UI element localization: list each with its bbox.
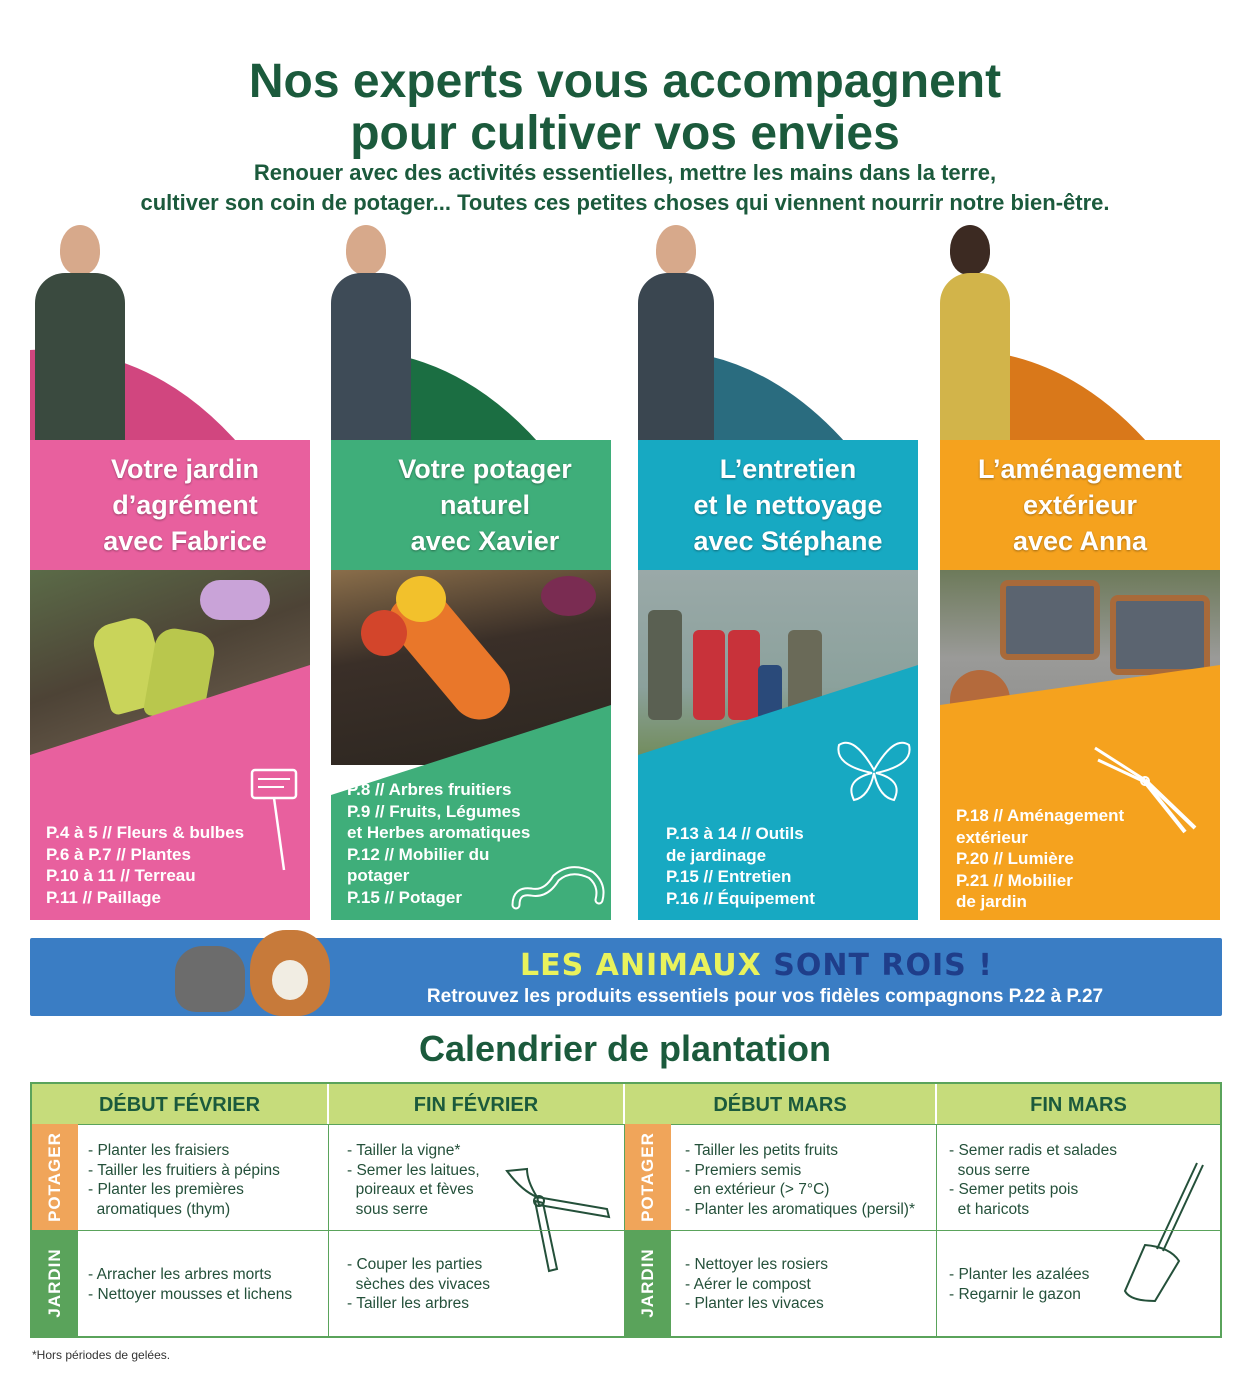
title-line: avec Fabrice bbox=[103, 526, 267, 556]
category-link[interactable]: potager bbox=[347, 866, 410, 885]
category-link[interactable]: P.16 // Équipement bbox=[666, 888, 815, 908]
butterfly-icon bbox=[834, 735, 914, 805]
row-label-potager: POTAGER bbox=[625, 1124, 671, 1230]
task-item: - Planter les fraisiers bbox=[88, 1142, 230, 1159]
expert-title bbox=[331, 451, 611, 559]
category-link[interactable]: P.8 // Arbres fruitiers bbox=[347, 780, 512, 799]
title-line: L’entretien bbox=[719, 454, 857, 484]
task-item: - Couper les parties bbox=[347, 1256, 483, 1273]
header-fin-fevrier: FIN FÉVRIER bbox=[329, 1084, 625, 1124]
task-item: poireaux et fèves bbox=[347, 1181, 474, 1198]
category-link[interactable]: P.12 // Mobilier du bbox=[347, 844, 490, 864]
category-link[interactable]: P.20 // Lumière bbox=[956, 849, 1074, 868]
cell-potager-debut-fevrier bbox=[78, 1124, 329, 1230]
task-item: - Tailler les fruitiers à pépins bbox=[88, 1161, 280, 1179]
page-title-line1: Nos experts vous accompagnent bbox=[248, 55, 1002, 108]
cell-jardin-debut-mars bbox=[671, 1230, 937, 1336]
expert-column-xavier[interactable] bbox=[331, 225, 611, 920]
task-item: - Tailler la vigne* bbox=[347, 1142, 461, 1159]
cell-jardin-debut-fevrier bbox=[78, 1230, 329, 1336]
beet-shape bbox=[541, 576, 596, 616]
title-line: avec Xavier bbox=[410, 526, 560, 556]
title-line: avec Anna bbox=[1012, 526, 1148, 556]
task-item: - Tailler les petits fruits bbox=[685, 1142, 839, 1159]
expert-title bbox=[30, 451, 310, 559]
banner-subtitle[interactable]: Retrouvez les produits essentiels pour vos fidèles compagnons P.22 à P.27 bbox=[426, 986, 1104, 1007]
tomato-shape bbox=[361, 610, 407, 656]
category-link[interactable]: P.15 // Potager bbox=[347, 887, 462, 907]
intro-line2: cultiver son coin de potager... Toutes ces petites choses qui viennent nourrir notre bien-être. bbox=[140, 190, 1110, 215]
banner-title bbox=[520, 948, 993, 983]
task-item: - Tailler les arbres bbox=[347, 1295, 470, 1312]
intro-line1: Renouer avec des activités essentielles, mettre les mains dans la terre, bbox=[253, 160, 997, 185]
category-list bbox=[46, 822, 296, 908]
row-label-potager: POTAGER bbox=[32, 1124, 78, 1230]
person-head bbox=[656, 225, 696, 275]
category-link[interactable]: P.13 à 14 // Outils bbox=[666, 824, 804, 843]
category-link[interactable]: P.6 à P.7 // Plantes bbox=[46, 844, 191, 864]
cell-jardin-fin-mars bbox=[937, 1230, 1220, 1336]
category-link[interactable]: P.10 à 11 // Terreau bbox=[46, 866, 196, 885]
pepper-shape bbox=[396, 576, 446, 622]
category-link[interactable]: P.9 // Fruits, Légumes bbox=[347, 801, 521, 821]
task-item: - Premiers semis bbox=[685, 1161, 802, 1179]
cell-potager-debut-mars bbox=[671, 1124, 937, 1230]
flowers-shape bbox=[200, 580, 270, 620]
title-line: extérieur bbox=[1022, 490, 1138, 520]
row-label-jardin: JARDIN bbox=[625, 1230, 671, 1336]
cell-potager-fin-fevrier bbox=[329, 1124, 625, 1230]
category-link[interactable]: P.4 à 5 // Fleurs & bulbes bbox=[46, 823, 245, 842]
title-line: Votre potager bbox=[398, 454, 572, 484]
category-link[interactable]: P.18 // Aménagement bbox=[956, 806, 1125, 825]
task-item: - Planter les vivaces bbox=[685, 1295, 824, 1312]
header-debut-mars: DÉBUT MARS bbox=[625, 1084, 937, 1124]
banner-title-part1: LES ANIMAUX bbox=[520, 948, 762, 983]
task-item: et haricots bbox=[949, 1200, 1030, 1218]
category-link[interactable]: P.11 // Paillage bbox=[46, 887, 161, 907]
header-fin-mars: FIN MARS bbox=[937, 1084, 1220, 1124]
title-line: et le nettoyage bbox=[693, 490, 883, 520]
task-item: - Semer radis et salades bbox=[949, 1142, 1117, 1159]
dog-image bbox=[250, 930, 330, 1016]
title-line: L’aménagement bbox=[977, 454, 1183, 484]
title-line: naturel bbox=[439, 490, 531, 520]
title-line: Votre jardin bbox=[110, 454, 260, 484]
task-item: en extérieur (> 7°C) bbox=[685, 1181, 830, 1198]
category-list bbox=[347, 779, 597, 908]
expert-column-anna[interactable] bbox=[940, 225, 1220, 920]
category-list bbox=[666, 823, 916, 909]
page-title-line2: pour cultiver vos envies bbox=[350, 107, 900, 160]
task-item: - Planter les premières bbox=[88, 1181, 244, 1198]
task-item: - Semer petits pois bbox=[949, 1181, 1079, 1198]
header-debut-fevrier: DÉBUT FÉVRIER bbox=[32, 1084, 329, 1124]
cat-image bbox=[175, 946, 245, 1012]
dog-face bbox=[272, 960, 308, 1000]
cell-jardin-fin-fevrier bbox=[329, 1230, 625, 1336]
category-link[interactable]: P.21 // Mobilier bbox=[956, 870, 1073, 890]
task-item: - Nettoyer mousses et lichens bbox=[88, 1285, 293, 1303]
expert-column-fabrice[interactable] bbox=[30, 225, 310, 920]
category-link[interactable]: extérieur bbox=[956, 827, 1028, 847]
expert-title bbox=[638, 451, 918, 559]
task-item: - Planter les aromatiques (persil)* bbox=[685, 1200, 916, 1218]
task-item: - Regarnir le gazon bbox=[949, 1285, 1081, 1303]
task-item: sèches des vivaces bbox=[347, 1275, 491, 1293]
person-head bbox=[346, 225, 386, 275]
task-item: - Semer les laitues, bbox=[347, 1161, 480, 1179]
category-list bbox=[956, 805, 1206, 913]
armchair-shape bbox=[1000, 580, 1100, 660]
task-item: - Arracher les arbres morts bbox=[88, 1266, 272, 1283]
task-item: sous serre bbox=[347, 1200, 428, 1218]
expert-column-stephane[interactable] bbox=[638, 225, 918, 920]
title-line: d’agrément bbox=[112, 490, 258, 520]
task-item: - Planter les azalées bbox=[949, 1266, 1090, 1283]
category-link[interactable]: P.15 // Entretien bbox=[666, 867, 792, 886]
row-label-jardin: JARDIN bbox=[32, 1230, 78, 1336]
category-link[interactable]: de jardinage bbox=[666, 845, 767, 865]
person-head bbox=[60, 225, 100, 275]
task-item: - Aérer le compost bbox=[685, 1275, 811, 1293]
task-item: aromatiques (thym) bbox=[88, 1200, 231, 1218]
banner-title-part2: SONT ROIS ! bbox=[773, 948, 993, 983]
pets-banner[interactable] bbox=[30, 938, 1222, 1016]
planting-calendar bbox=[30, 1082, 1222, 1338]
footnote: *Hors périodes de gelées. bbox=[32, 1348, 171, 1362]
category-link[interactable]: et Herbes aromatiques bbox=[347, 823, 531, 842]
armchair-shape bbox=[1110, 595, 1210, 675]
calendar-title: Calendrier de plantation bbox=[418, 1028, 832, 1069]
title-line: avec Stéphane bbox=[693, 526, 883, 556]
task-item: - Nettoyer les rosiers bbox=[685, 1256, 828, 1273]
person-head bbox=[950, 225, 990, 275]
category-link[interactable]: de jardin bbox=[956, 892, 1027, 911]
expert-title bbox=[940, 451, 1220, 559]
cell-potager-fin-mars bbox=[937, 1124, 1220, 1230]
task-item: sous serre bbox=[949, 1161, 1030, 1179]
